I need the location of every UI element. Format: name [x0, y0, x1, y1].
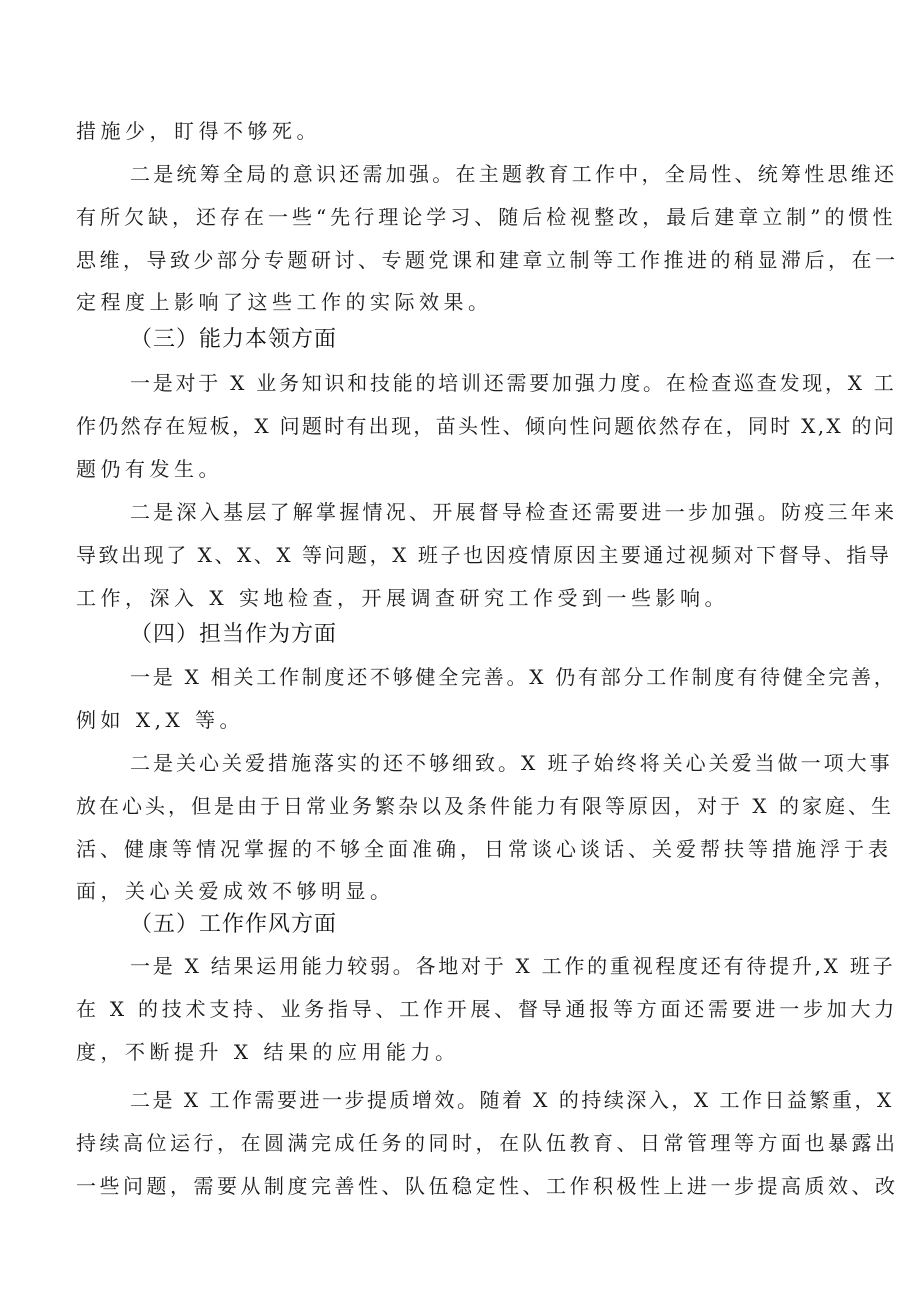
- paragraph-line: 在 X 的技术支持、业务指导、工作开展、督导通报等方面还需要进一步加大力: [76, 997, 898, 1021]
- paragraph-line: 导致出现了 X、X、X 等问题，X 班子也因疫情原因主要通过视频对下督导、指导: [76, 543, 892, 567]
- section-heading-four: （四）担当作为方面: [130, 622, 338, 647]
- paragraph-line: 持续高位运行，在圆满完成任务的同时，在队伍教育、日常管理等方面也暴露出: [76, 1131, 899, 1155]
- section-heading-three: （三）能力本领方面: [130, 327, 338, 352]
- paragraph-line: 度，不断提升 X 结果的应用能力。: [76, 1040, 460, 1064]
- paragraph-line: 一是对于 X 业务知识和技能的培训还需要加强力度。在检查巡查发现，X 工: [130, 371, 897, 395]
- paragraph-line: 二是统筹全局的意识还需加强。在主题教育工作中，全局性、统筹性思维还: [130, 162, 898, 186]
- paragraph-line: 一是 X 结果运用能力较弱。各地对于 X 工作的重视程度还有待提升,X 班子: [130, 954, 896, 978]
- paragraph-line: 有所欠缺，还存在一些“先行理论学习、随后检视整改，最后建章立制”的惯性: [76, 205, 897, 229]
- paragraph-line: 工作，深入 X 实地检查，开展调查研究工作受到一些影响。: [76, 586, 729, 610]
- paragraph-line: 二是 X 工作需要进一步提质增效。随着 X 的持续深入，X 工作日益繁重，X: [130, 1088, 894, 1112]
- paragraph-line: 思维，导致少部分专题研讨、专题党课和建章立制等工作推进的稍显滞后，在一: [76, 248, 899, 272]
- paragraph-line: 作仍然存在短板，X 问题时有出现，苗头性、倾向性问题依然存在，同时 X,X 的问: [76, 414, 897, 438]
- paragraph-line: 措施少，盯得不够死。: [76, 119, 321, 143]
- paragraph-line: 面，关心关爱成效不够明显。: [76, 879, 395, 903]
- paragraph-line: 放在心头，但是由于日常业务繁杂以及条件能力有限等原因，对于 X 的家庭、生: [76, 794, 894, 818]
- paragraph-line: 例如 X,X 等。: [76, 708, 245, 732]
- paragraph-line: 定程度上影响了这些工作的实际效果。: [76, 290, 493, 314]
- paragraph-line: 一些问题，需要从制度完善性、队伍稳定性、工作积极性上进一步提高质效、改: [76, 1174, 899, 1198]
- paragraph-line: 二是关心关爱措施落实的还不够细致。X 班子始终将关心关爱当做一项大事: [130, 751, 893, 775]
- paragraph-line: 二是深入基层了解掌握情况、开展督导检查还需要进一步加强。防疫三年来: [130, 500, 898, 524]
- paragraph-line: 题仍有发生。: [76, 457, 223, 481]
- section-heading-five: （五）工作作风方面: [130, 912, 338, 937]
- paragraph-line: 一是 X 相关工作制度还不够健全完善。X 仍有部分工作制度有待健全完善，: [130, 665, 897, 689]
- paragraph-line: 活、健康等情况掌握的不够全面准确，日常谈心谈话、关爱帮扶等措施浮于表: [76, 837, 892, 861]
